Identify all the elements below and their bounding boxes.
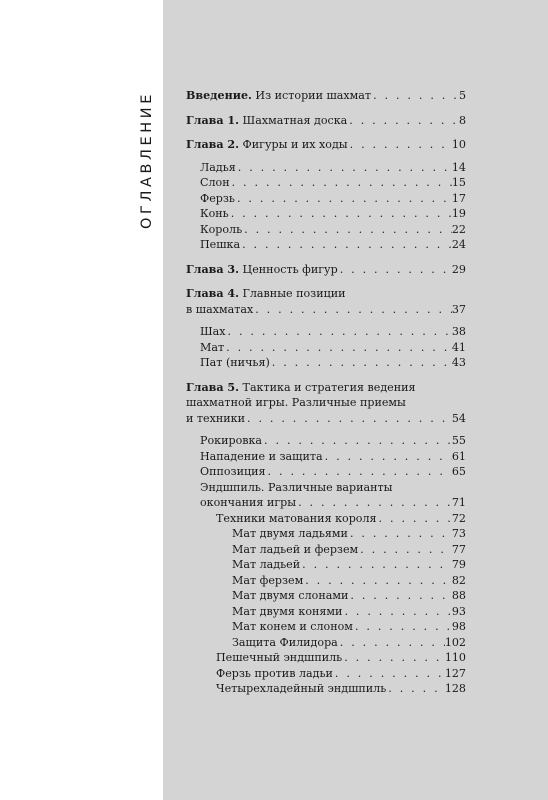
- toc-entry-title: [186, 411, 245, 427]
- toc-entry: [186, 88, 466, 104]
- toc-entry: [186, 573, 466, 589]
- toc-dot-leader: [338, 262, 452, 278]
- toc-entry: [186, 495, 466, 511]
- toc-entry-text: в шахматах: [186, 302, 254, 316]
- toc-dot-leader: [245, 411, 452, 427]
- toc-entry: [186, 113, 466, 129]
- toc-entry: [186, 449, 466, 465]
- toc-entry: [186, 619, 466, 635]
- toc-page-number: 22: [451, 222, 466, 236]
- toc-dot-leader: [300, 557, 452, 573]
- toc-page-number: 17: [451, 191, 466, 205]
- toc-page-number: 72: [451, 511, 466, 525]
- toc-page-number: 73: [451, 527, 466, 540]
- toc-entry-title: [186, 395, 406, 411]
- toc-entry-title: [200, 160, 236, 176]
- toc-entry: [186, 511, 466, 527]
- toc-entry-text: Шах: [200, 325, 226, 338]
- toc-entry-label: Глава 4.: [186, 287, 240, 300]
- toc-entry-text: Конь: [200, 207, 229, 220]
- toc-page-number: 93: [451, 604, 466, 618]
- toc-entry-text: Пат (ничья): [200, 356, 270, 369]
- toc-page-number: 102: [444, 635, 466, 649]
- toc-dot-leader: [342, 604, 451, 620]
- toc-entry-text: Мат: [200, 340, 225, 354]
- toc-dot-leader: [348, 526, 452, 542]
- toc-entry-title: [186, 262, 338, 278]
- toc-page-number: 15: [451, 176, 466, 189]
- toc-entry-label: Глава 3.: [186, 262, 240, 276]
- toc-entry-text: Мат ладьей и ферзем: [232, 542, 359, 556]
- toc-page-number: 61: [451, 449, 466, 463]
- toc-page-number: 8: [458, 113, 466, 127]
- toc-entry-text: Мат ферзем: [232, 573, 304, 587]
- toc-entry-title: [232, 526, 348, 542]
- toc-entry-text: Мат двумя конями: [232, 604, 343, 618]
- toc-dot-leader: [253, 302, 452, 318]
- toc-dot-leader: [226, 324, 452, 340]
- toc-entry: [186, 137, 466, 153]
- toc-entry-text: Пешечный эндшпиль: [216, 651, 343, 664]
- toc-entry-title: [216, 511, 377, 527]
- toc-entry-text: Мат двумя ладьями: [232, 527, 348, 540]
- toc-page-number: 10: [451, 138, 466, 151]
- toc-entry-text: окончания игры: [200, 496, 297, 509]
- toc-entry: [186, 433, 466, 449]
- toc-entry-text: Ладья: [200, 160, 236, 174]
- toc-entry-title: [216, 681, 386, 697]
- toc-entry-title: [186, 113, 347, 129]
- toc-entry: [186, 160, 466, 176]
- toc-entry-title: [232, 557, 300, 573]
- toc-entry-title: [200, 464, 266, 480]
- toc-dot-leader: [240, 237, 452, 253]
- toc-entry-text: Четырехладейный эндшпиль: [216, 682, 387, 695]
- toc-dot-leader: [235, 191, 452, 207]
- toc-page-number: 55: [451, 434, 466, 447]
- toc-entry-label: Глава 2.: [186, 138, 240, 151]
- toc-entry: [186, 480, 466, 496]
- toc-page-number: 79: [451, 558, 466, 571]
- toc-page-number: 29: [451, 262, 466, 276]
- toc-entry-title: [232, 542, 358, 558]
- toc-page-number: 77: [451, 542, 466, 556]
- toc-entry-title: [200, 340, 224, 356]
- toc-page-number: 71: [451, 496, 466, 509]
- toc-entry-text: Мат двумя слонами: [232, 589, 349, 602]
- toc-entry-title: [216, 666, 333, 682]
- toc-entry-title: [216, 650, 342, 666]
- toc-entry-title: [232, 588, 348, 604]
- toc-page-number: 41: [451, 340, 466, 354]
- toc-entry: [186, 588, 466, 604]
- toc-entry-text: Рокировка: [200, 434, 263, 447]
- toc-entry-title: [200, 237, 240, 253]
- toc-entry-text: Оппозиция: [200, 465, 266, 478]
- toc-dot-leader: [270, 355, 452, 371]
- toc-page-number: 24: [451, 238, 466, 251]
- toc-entry: [186, 526, 466, 542]
- toc-entry: [186, 237, 466, 253]
- toc-entry: [186, 380, 466, 396]
- toc-entry-text: Слон: [200, 176, 230, 189]
- toc-entry-title: [186, 302, 253, 318]
- toc-dot-leader: [242, 222, 452, 238]
- toc-dot-leader: [266, 464, 452, 480]
- toc-entry-text: Защита Филидора: [232, 635, 338, 649]
- toc-entry-title: [200, 480, 393, 496]
- toc-entry: [186, 395, 466, 411]
- toc-dot-leader: [348, 588, 452, 604]
- toc-entry-title: [200, 206, 229, 222]
- toc-entry-title: [200, 324, 226, 340]
- toc-dot-leader: [296, 495, 452, 511]
- toc-entry-title: [200, 449, 323, 465]
- toc-page-number: 88: [451, 589, 466, 602]
- toc-page-number: 65: [451, 465, 466, 478]
- toc-entry-title: [186, 380, 416, 396]
- toc-dot-leader: [342, 650, 445, 666]
- toc-entry-text: Мат конем и слоном: [232, 620, 353, 633]
- toc-entry-title: [200, 495, 296, 511]
- toc-entry: [186, 604, 466, 620]
- toc-entry: [186, 340, 466, 356]
- toc-entry-text: и техники: [186, 411, 245, 425]
- toc-dot-leader: [236, 160, 452, 176]
- toc-dot-leader: [347, 113, 459, 129]
- toc-entry: [186, 191, 466, 207]
- toc-entry-title: [200, 175, 230, 191]
- toc-entry-text: Эндшпиль. Различные варианты: [200, 480, 393, 494]
- toc-entry: [186, 175, 466, 191]
- toc-entry: [186, 557, 466, 573]
- toc-entry-title: [186, 286, 346, 302]
- toc-entry-label: Глава 1.: [186, 113, 240, 127]
- toc-entry: [186, 324, 466, 340]
- toc-entry: [186, 542, 466, 558]
- toc-dot-leader: [224, 340, 452, 356]
- toc-page-number: 14: [451, 160, 466, 174]
- toc-entry: [186, 635, 466, 651]
- toc-dot-leader: [303, 573, 452, 589]
- table-of-contents: [186, 88, 466, 697]
- toc-entry-text: Нападение и защита: [200, 449, 323, 463]
- toc-page-number: 5: [458, 89, 466, 102]
- toc-page-number: 98: [451, 620, 466, 633]
- toc-page-number: 127: [444, 666, 466, 680]
- toc-entry-text: Пешка: [200, 238, 241, 251]
- toc-entry-text: Техники матования короля: [216, 511, 377, 525]
- toc-dot-leader: [377, 511, 452, 527]
- toc-entry-title: [200, 433, 262, 449]
- toc-entry-text: Шахматная доска: [239, 113, 348, 127]
- toc-entry-text: Ферзь против ладьи: [216, 666, 333, 680]
- toc-page-number: 54: [451, 411, 466, 425]
- toc-dot-leader: [333, 666, 445, 682]
- toc-page-number: 43: [451, 356, 466, 369]
- toc-entry-text: Тактика и стратегия ведения: [239, 380, 416, 394]
- toc-entry: [186, 206, 466, 222]
- toc-page-number: 19: [451, 207, 466, 220]
- toc-dot-leader: [323, 449, 452, 465]
- toc-entry-title: [200, 191, 235, 207]
- toc-entry-title: [232, 619, 353, 635]
- toc-dot-leader: [371, 88, 459, 104]
- toc-page-number: 82: [451, 573, 466, 587]
- toc-entry-title: [232, 573, 303, 589]
- toc-entry: [186, 302, 466, 318]
- toc-entry-title: [186, 137, 348, 153]
- toc-page-number: 110: [444, 651, 466, 664]
- toc-entry: [186, 666, 466, 682]
- toc-entry: [186, 286, 466, 302]
- toc-dot-leader: [229, 206, 452, 222]
- toc-entry: [186, 222, 466, 238]
- toc-entry: [186, 355, 466, 371]
- toc-entry-text: Из истории шахмат: [251, 89, 372, 102]
- toc-page-number: 128: [444, 682, 466, 695]
- toc-dot-leader: [230, 175, 452, 191]
- toc-entry: [186, 464, 466, 480]
- toc-entry-text: Ферзь: [200, 191, 235, 205]
- toc-entry-label: Глава 5.: [186, 380, 240, 394]
- toc-entry-text: Ценность фигур: [239, 262, 338, 276]
- toc-entry: [186, 681, 466, 697]
- toc-entry: [186, 650, 466, 666]
- toc-dot-leader: [386, 681, 445, 697]
- toc-entry-title: [200, 222, 242, 238]
- toc-page-number: 37: [451, 302, 466, 316]
- toc-entry-title: [200, 355, 270, 371]
- toc-dot-leader: [358, 542, 452, 558]
- toc-dot-leader: [353, 619, 452, 635]
- toc-entry-text: Король: [200, 222, 243, 236]
- toc-dot-leader: [262, 433, 452, 449]
- toc-entry-text: шахматной игры. Различные приемы: [186, 396, 406, 409]
- toc-entry-title: [232, 604, 342, 620]
- toc-dot-leader: [338, 635, 445, 651]
- toc-entry-text: Главные позиции: [239, 287, 346, 300]
- toc-entry-text: Фигуры и их ходы: [239, 138, 348, 151]
- toc-dot-leader: [348, 137, 452, 153]
- toc-entry-label: Введение.: [186, 89, 252, 102]
- toc-entry-text: Мат ладьей: [232, 558, 301, 571]
- side-title: ОГЛАВЛЕНИЕ: [139, 90, 155, 230]
- toc-page-number: 38: [451, 325, 466, 338]
- toc-entry: [186, 262, 466, 278]
- toc-entry-title: [232, 635, 338, 651]
- toc-entry-title: [186, 88, 371, 104]
- toc-entry: [186, 411, 466, 427]
